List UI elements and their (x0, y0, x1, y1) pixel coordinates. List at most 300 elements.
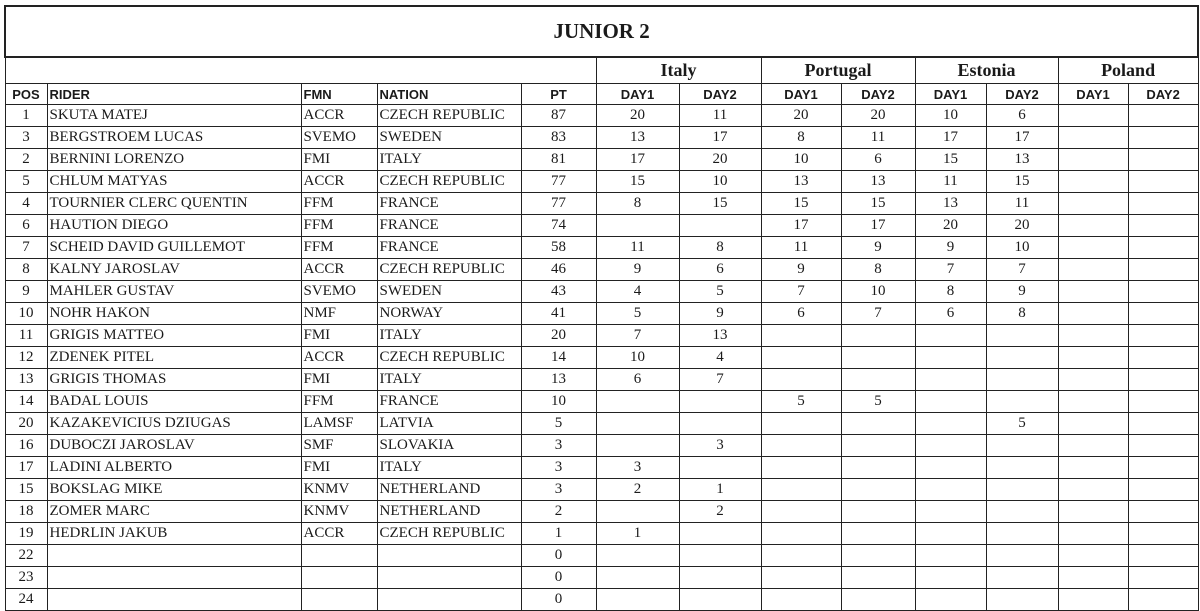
pt-cell: 0 (521, 589, 596, 611)
rider-cell (47, 545, 301, 567)
pt-cell: 3 (521, 457, 596, 479)
estonia-day2-cell (986, 435, 1058, 457)
italy-day1-cell (596, 391, 679, 413)
estonia-day2-cell (986, 545, 1058, 567)
italy-day1-cell: 11 (596, 237, 679, 259)
poland-day2-cell (1128, 259, 1198, 281)
estonia-day2-cell: 8 (986, 303, 1058, 325)
nation-cell (377, 567, 521, 589)
nation-cell: NETHERLAND (377, 501, 521, 523)
portugal-day1-cell (761, 523, 841, 545)
poland-day2-cell (1128, 303, 1198, 325)
estonia-day2-cell (986, 391, 1058, 413)
pos-cell: 14 (5, 391, 47, 413)
nation-cell: SWEDEN (377, 281, 521, 303)
fmn-cell: LAMSF (301, 413, 377, 435)
portugal-day2-cell: 6 (841, 149, 915, 171)
pos-cell: 11 (5, 325, 47, 347)
rider-cell: HEDRLIN JAKUB (47, 523, 301, 545)
italy-day2-cell: 3 (679, 435, 761, 457)
pos-cell: 5 (5, 171, 47, 193)
italy-day2-cell: 8 (679, 237, 761, 259)
pt-cell: 20 (521, 325, 596, 347)
venue-italy: Italy (596, 57, 761, 84)
portugal-day2-cell (841, 435, 915, 457)
fmn-cell: KNMV (301, 501, 377, 523)
portugal-day1-cell: 20 (761, 105, 841, 127)
header-italy-day2: DAY2 (679, 84, 761, 105)
portugal-day1-cell: 9 (761, 259, 841, 281)
portugal-day1-cell: 5 (761, 391, 841, 413)
portugal-day1-cell (761, 501, 841, 523)
portugal-day2-cell (841, 347, 915, 369)
poland-day2-cell (1128, 479, 1198, 501)
estonia-day2-cell: 6 (986, 105, 1058, 127)
fmn-cell: ACCR (301, 259, 377, 281)
header-pt: PT (521, 84, 596, 105)
portugal-day1-cell: 7 (761, 281, 841, 303)
nation-cell: FRANCE (377, 237, 521, 259)
pt-cell: 1 (521, 523, 596, 545)
pos-cell: 3 (5, 127, 47, 149)
poland-day1-cell (1058, 237, 1128, 259)
italy-day2-cell (679, 413, 761, 435)
rider-cell: ZDENEK PITEL (47, 347, 301, 369)
pt-cell: 74 (521, 215, 596, 237)
pt-cell: 10 (521, 391, 596, 413)
fmn-cell: SVEMO (301, 281, 377, 303)
portugal-day2-cell: 20 (841, 105, 915, 127)
header-italy-day1: DAY1 (596, 84, 679, 105)
estonia-day1-cell (915, 589, 986, 611)
italy-day1-cell (596, 567, 679, 589)
poland-day1-cell (1058, 325, 1128, 347)
pt-cell: 5 (521, 413, 596, 435)
portugal-day1-cell (761, 435, 841, 457)
rider-cell: DUBOCZI JAROSLAV (47, 435, 301, 457)
fmn-cell: KNMV (301, 479, 377, 501)
rider-cell: NOHR HAKON (47, 303, 301, 325)
pos-cell: 16 (5, 435, 47, 457)
header-portugal-day2: DAY2 (841, 84, 915, 105)
rider-cell: LADINI ALBERTO (47, 457, 301, 479)
estonia-day1-cell: 20 (915, 215, 986, 237)
table-row (5, 567, 1198, 589)
pos-cell: 23 (5, 567, 47, 589)
italy-day2-cell: 2 (679, 501, 761, 523)
rider-cell (47, 589, 301, 611)
nation-cell: NETHERLAND (377, 479, 521, 501)
estonia-day1-cell: 17 (915, 127, 986, 149)
pos-cell: 1 (5, 105, 47, 127)
venue-poland: Poland (1058, 57, 1198, 84)
poland-day2-cell (1128, 149, 1198, 171)
estonia-day2-cell (986, 457, 1058, 479)
estonia-day1-cell: 6 (915, 303, 986, 325)
fmn-cell (301, 545, 377, 567)
pos-cell: 12 (5, 347, 47, 369)
italy-day2-cell: 13 (679, 325, 761, 347)
nation-cell: NORWAY (377, 303, 521, 325)
table-row (5, 501, 1198, 523)
poland-day1-cell (1058, 589, 1128, 611)
pos-cell: 7 (5, 237, 47, 259)
rider-cell: ZOMER MARC (47, 501, 301, 523)
estonia-day1-cell (915, 501, 986, 523)
poland-day1-cell (1058, 105, 1128, 127)
estonia-day2-cell (986, 501, 1058, 523)
header-rider: RIDER (47, 84, 301, 105)
nation-cell (377, 545, 521, 567)
nation-cell: ITALY (377, 369, 521, 391)
rider-cell: HAUTION DIEGO (47, 215, 301, 237)
estonia-day1-cell: 7 (915, 259, 986, 281)
rider-cell: GRIGIS THOMAS (47, 369, 301, 391)
fmn-cell: FFM (301, 193, 377, 215)
estonia-day2-cell (986, 523, 1058, 545)
italy-day1-cell: 20 (596, 105, 679, 127)
fmn-cell: FMI (301, 369, 377, 391)
italy-day2-cell: 10 (679, 171, 761, 193)
pos-cell: 6 (5, 215, 47, 237)
portugal-day1-cell: 15 (761, 193, 841, 215)
poland-day2-cell (1128, 215, 1198, 237)
estonia-day1-cell (915, 413, 986, 435)
italy-day2-cell: 11 (679, 105, 761, 127)
rider-cell: KAZAKEVICIUS DZIUGAS (47, 413, 301, 435)
nation-cell: ITALY (377, 325, 521, 347)
rider-cell: SKUTA MATEJ (47, 105, 301, 127)
portugal-day2-cell: 10 (841, 281, 915, 303)
venue-portugal: Portugal (761, 57, 915, 84)
header-poland-day2: DAY2 (1128, 84, 1198, 105)
rider-cell: BADAL LOUIS (47, 391, 301, 413)
table-row (5, 479, 1198, 501)
pos-cell: 13 (5, 369, 47, 391)
portugal-day2-cell (841, 369, 915, 391)
italy-day2-cell: 4 (679, 347, 761, 369)
poland-day2-cell (1128, 105, 1198, 127)
poland-day1-cell (1058, 281, 1128, 303)
estonia-day1-cell (915, 435, 986, 457)
poland-day1-cell (1058, 369, 1128, 391)
portugal-day1-cell (761, 567, 841, 589)
italy-day2-cell (679, 567, 761, 589)
pt-cell: 2 (521, 501, 596, 523)
italy-day1-cell: 9 (596, 259, 679, 281)
italy-day1-cell (596, 589, 679, 611)
pos-cell: 15 (5, 479, 47, 501)
poland-day2-cell (1128, 501, 1198, 523)
portugal-day2-cell: 11 (841, 127, 915, 149)
italy-day2-cell: 6 (679, 259, 761, 281)
portugal-day2-cell (841, 589, 915, 611)
poland-day1-cell (1058, 303, 1128, 325)
rider-cell: BOKSLAG MIKE (47, 479, 301, 501)
portugal-day1-cell (761, 457, 841, 479)
rider-cell: MAHLER GUSTAV (47, 281, 301, 303)
nation-cell: CZECH REPUBLIC (377, 105, 521, 127)
pos-cell: 10 (5, 303, 47, 325)
poland-day1-cell (1058, 457, 1128, 479)
estonia-day1-cell (915, 347, 986, 369)
poland-day2-cell (1128, 589, 1198, 611)
nation-cell: FRANCE (377, 391, 521, 413)
fmn-cell: ACCR (301, 105, 377, 127)
nation-cell: CZECH REPUBLIC (377, 259, 521, 281)
rider-cell: BERNINI LORENZO (47, 149, 301, 171)
poland-day2-cell (1128, 325, 1198, 347)
header-pos: POS (5, 84, 47, 105)
portugal-day1-cell (761, 545, 841, 567)
rider-cell: GRIGIS MATTEO (47, 325, 301, 347)
italy-day1-cell: 3 (596, 457, 679, 479)
table-row (5, 127, 1198, 149)
pt-cell: 0 (521, 545, 596, 567)
table-row (5, 435, 1198, 457)
fmn-cell: FMI (301, 149, 377, 171)
fmn-cell: ACCR (301, 171, 377, 193)
portugal-day2-cell (841, 479, 915, 501)
estonia-day2-cell: 15 (986, 171, 1058, 193)
pos-cell: 9 (5, 281, 47, 303)
pt-cell: 77 (521, 171, 596, 193)
header-nation: NATION (377, 84, 521, 105)
table-row (5, 589, 1198, 611)
table-row (5, 413, 1198, 435)
estonia-day2-cell (986, 479, 1058, 501)
rider-cell: BERGSTROEM LUCAS (47, 127, 301, 149)
portugal-day1-cell: 6 (761, 303, 841, 325)
nation-cell: CZECH REPUBLIC (377, 171, 521, 193)
estonia-day2-cell (986, 369, 1058, 391)
portugal-day1-cell: 17 (761, 215, 841, 237)
italy-day2-cell (679, 589, 761, 611)
italy-day2-cell (679, 391, 761, 413)
estonia-day1-cell (915, 325, 986, 347)
poland-day1-cell (1058, 413, 1128, 435)
poland-day2-cell (1128, 237, 1198, 259)
nation-cell: ITALY (377, 149, 521, 171)
fmn-cell: ACCR (301, 347, 377, 369)
fmn-cell: SVEMO (301, 127, 377, 149)
poland-day1-cell (1058, 545, 1128, 567)
rider-cell (47, 567, 301, 589)
poland-day2-cell (1128, 413, 1198, 435)
fmn-cell: FFM (301, 237, 377, 259)
portugal-day1-cell: 13 (761, 171, 841, 193)
poland-day1-cell (1058, 347, 1128, 369)
fmn-cell (301, 589, 377, 611)
italy-day1-cell: 2 (596, 479, 679, 501)
pos-cell: 17 (5, 457, 47, 479)
estonia-day2-cell: 13 (986, 149, 1058, 171)
estonia-day1-cell: 10 (915, 105, 986, 127)
italy-day1-cell: 5 (596, 303, 679, 325)
nation-cell: ITALY (377, 457, 521, 479)
italy-day1-cell (596, 215, 679, 237)
portugal-day1-cell (761, 347, 841, 369)
pt-cell: 13 (521, 369, 596, 391)
poland-day1-cell (1058, 501, 1128, 523)
italy-day1-cell: 10 (596, 347, 679, 369)
table-row (5, 149, 1198, 171)
italy-day2-cell: 17 (679, 127, 761, 149)
rider-cell: SCHEID DAVID GUILLEMOT (47, 237, 301, 259)
estonia-day1-cell (915, 545, 986, 567)
fmn-cell: ACCR (301, 523, 377, 545)
poland-day2-cell (1128, 347, 1198, 369)
estonia-day1-cell: 15 (915, 149, 986, 171)
table-row (5, 237, 1198, 259)
pt-cell: 3 (521, 435, 596, 457)
estonia-day1-cell: 8 (915, 281, 986, 303)
poland-day2-cell (1128, 127, 1198, 149)
portugal-day2-cell (841, 567, 915, 589)
table-row (5, 281, 1198, 303)
portugal-day2-cell: 15 (841, 193, 915, 215)
poland-day2-cell (1128, 391, 1198, 413)
poland-day1-cell (1058, 215, 1128, 237)
pt-cell: 87 (521, 105, 596, 127)
poland-day1-cell (1058, 523, 1128, 545)
pt-cell: 58 (521, 237, 596, 259)
nation-cell: LATVIA (377, 413, 521, 435)
italy-day2-cell: 9 (679, 303, 761, 325)
estonia-day2-cell: 10 (986, 237, 1058, 259)
header-poland-day1: DAY1 (1058, 84, 1128, 105)
pt-cell: 43 (521, 281, 596, 303)
rider-cell: KALNY JAROSLAV (47, 259, 301, 281)
estonia-day2-cell (986, 347, 1058, 369)
table-row (5, 523, 1198, 545)
estonia-day1-cell (915, 369, 986, 391)
estonia-day2-cell: 9 (986, 281, 1058, 303)
estonia-day2-cell: 20 (986, 215, 1058, 237)
nation-cell (377, 589, 521, 611)
poland-day1-cell (1058, 435, 1128, 457)
poland-day2-cell (1128, 523, 1198, 545)
italy-day2-cell: 1 (679, 479, 761, 501)
poland-day2-cell (1128, 435, 1198, 457)
table-row (5, 369, 1198, 391)
pos-cell: 24 (5, 589, 47, 611)
estonia-day1-cell (915, 567, 986, 589)
italy-day1-cell (596, 501, 679, 523)
estonia-day2-cell (986, 589, 1058, 611)
pt-cell: 3 (521, 479, 596, 501)
estonia-day1-cell: 13 (915, 193, 986, 215)
portugal-day2-cell: 9 (841, 237, 915, 259)
estonia-day1-cell (915, 479, 986, 501)
fmn-cell (301, 567, 377, 589)
rider-cell: TOURNIER CLERC QUENTIN (47, 193, 301, 215)
portugal-day1-cell (761, 369, 841, 391)
poland-day1-cell (1058, 479, 1128, 501)
portugal-day2-cell: 7 (841, 303, 915, 325)
table-row (5, 347, 1198, 369)
fmn-cell: FFM (301, 391, 377, 413)
italy-day1-cell: 15 (596, 171, 679, 193)
pt-cell: 0 (521, 567, 596, 589)
poland-day2-cell (1128, 281, 1198, 303)
table-row (5, 215, 1198, 237)
table-row (5, 325, 1198, 347)
poland-day1-cell (1058, 149, 1128, 171)
portugal-day1-cell (761, 413, 841, 435)
poland-day1-cell (1058, 193, 1128, 215)
poland-day2-cell (1128, 567, 1198, 589)
pt-cell: 14 (521, 347, 596, 369)
italy-day1-cell: 4 (596, 281, 679, 303)
nation-cell: CZECH REPUBLIC (377, 523, 521, 545)
pt-cell: 83 (521, 127, 596, 149)
italy-day1-cell (596, 545, 679, 567)
pt-cell: 77 (521, 193, 596, 215)
portugal-day1-cell (761, 325, 841, 347)
poland-day2-cell (1128, 171, 1198, 193)
poland-day1-cell (1058, 259, 1128, 281)
italy-day1-cell (596, 413, 679, 435)
estonia-day1-cell (915, 523, 986, 545)
pt-cell: 81 (521, 149, 596, 171)
italy-day1-cell: 17 (596, 149, 679, 171)
italy-day2-cell (679, 457, 761, 479)
italy-day1-cell: 6 (596, 369, 679, 391)
nation-cell: CZECH REPUBLIC (377, 347, 521, 369)
fmn-cell: FMI (301, 457, 377, 479)
estonia-day2-cell: 7 (986, 259, 1058, 281)
portugal-day2-cell: 13 (841, 171, 915, 193)
table-row (5, 171, 1198, 193)
estonia-day1-cell: 11 (915, 171, 986, 193)
portugal-day2-cell: 5 (841, 391, 915, 413)
nation-cell: SLOVAKIA (377, 435, 521, 457)
table-row (5, 303, 1198, 325)
portugal-day2-cell (841, 325, 915, 347)
italy-day2-cell: 5 (679, 281, 761, 303)
portugal-day1-cell: 10 (761, 149, 841, 171)
portugal-day2-cell: 8 (841, 259, 915, 281)
italy-day1-cell: 13 (596, 127, 679, 149)
pos-cell: 19 (5, 523, 47, 545)
poland-day2-cell (1128, 193, 1198, 215)
venue-estonia: Estonia (915, 57, 1058, 84)
italy-day1-cell: 1 (596, 523, 679, 545)
header-fmn: FMN (301, 84, 377, 105)
fmn-cell: FMI (301, 325, 377, 347)
pos-cell: 2 (5, 149, 47, 171)
pos-cell: 8 (5, 259, 47, 281)
poland-day1-cell (1058, 171, 1128, 193)
pos-cell: 18 (5, 501, 47, 523)
pt-cell: 46 (521, 259, 596, 281)
italy-day1-cell: 7 (596, 325, 679, 347)
portugal-day1-cell (761, 589, 841, 611)
standings-sheet (4, 5, 1197, 611)
italy-day2-cell: 20 (679, 149, 761, 171)
estonia-day2-cell: 11 (986, 193, 1058, 215)
pos-cell: 20 (5, 413, 47, 435)
pos-cell: 22 (5, 545, 47, 567)
estonia-day1-cell: 9 (915, 237, 986, 259)
header-portugal-day1: DAY1 (761, 84, 841, 105)
italy-day2-cell (679, 545, 761, 567)
italy-day2-cell (679, 523, 761, 545)
estonia-day2-cell: 17 (986, 127, 1058, 149)
estonia-day2-cell: 5 (986, 413, 1058, 435)
italy-day2-cell: 15 (679, 193, 761, 215)
